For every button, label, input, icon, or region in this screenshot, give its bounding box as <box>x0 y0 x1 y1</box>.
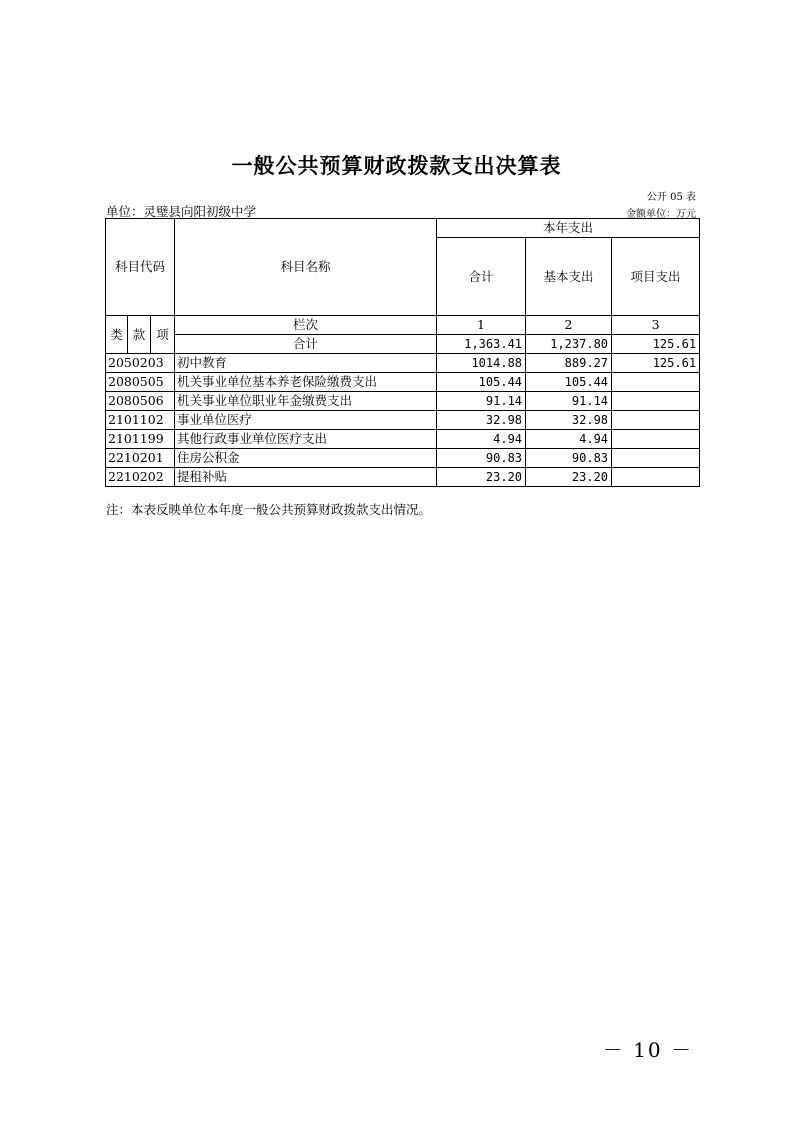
row-total: 105.44 <box>437 373 526 392</box>
column-no-1: 1 <box>437 316 526 335</box>
row-basic: 32.98 <box>526 411 612 430</box>
header-basic: 基本支出 <box>526 238 612 316</box>
row-total: 1014.88 <box>437 354 526 373</box>
row-name: 初中教育 <box>175 354 437 373</box>
table-note: 注：本表反映单位本年度一般公共预算财政拨款支出情况。 <box>106 502 432 517</box>
row-basic: 91.14 <box>526 392 612 411</box>
row-project <box>612 411 700 430</box>
budget-table <box>105 218 700 487</box>
row-code: 2210201 <box>106 449 175 468</box>
header-xiang: 项 <box>151 316 175 354</box>
row-basic: 23.20 <box>526 468 612 487</box>
row-name: 其他行政事业单位医疗支出 <box>175 430 437 449</box>
table-row <box>106 449 700 468</box>
header-year-expense: 本年支出 <box>437 219 700 238</box>
row-project <box>612 430 700 449</box>
header-project: 项目支出 <box>612 238 700 316</box>
row-project <box>612 449 700 468</box>
totals-basic: 1,237.80 <box>526 335 612 354</box>
row-name: 提租补贴 <box>175 468 437 487</box>
header-lei: 类 <box>106 316 128 354</box>
table-row <box>106 373 700 392</box>
table-row <box>106 468 700 487</box>
column-no-2: 2 <box>526 316 612 335</box>
header-kuan: 款 <box>128 316 151 354</box>
header-subject-code: 科目代码 <box>106 219 175 316</box>
page-number: － 10 － <box>602 1038 693 1062</box>
row-project <box>612 392 700 411</box>
row-basic: 4.94 <box>526 430 612 449</box>
row-total: 91.14 <box>437 392 526 411</box>
row-project <box>612 373 700 392</box>
page-title: 一般公共预算财政拨款支出决算表 <box>231 154 562 178</box>
totals-project: 125.61 <box>612 335 700 354</box>
unit-label: 单位：灵璧县向阳初级中学 <box>106 204 257 219</box>
row-project <box>612 468 700 487</box>
header-total: 合计 <box>437 238 526 316</box>
row-code: 2050203 <box>106 354 175 373</box>
row-name: 机关事业单位职业年金缴费支出 <box>175 392 437 411</box>
amount-unit-label: 金额单位：万元 <box>626 209 696 220</box>
row-total: 4.94 <box>437 430 526 449</box>
row-basic: 105.44 <box>526 373 612 392</box>
row-name: 事业单位医疗 <box>175 411 437 430</box>
row-basic: 889.27 <box>526 354 612 373</box>
form-number: 公开 05 表 <box>646 192 696 203</box>
row-name: 机关事业单位基本养老保险缴费支出 <box>175 373 437 392</box>
row-basic: 90.83 <box>526 449 612 468</box>
row-total: 90.83 <box>437 449 526 468</box>
table-row <box>106 354 700 373</box>
row-project: 125.61 <box>612 354 700 373</box>
column-no-3: 3 <box>612 316 700 335</box>
totals-label: 合计 <box>175 335 437 354</box>
row-total: 23.20 <box>437 468 526 487</box>
row-code: 2210202 <box>106 468 175 487</box>
row-code: 2101199 <box>106 430 175 449</box>
row-code: 2080505 <box>106 373 175 392</box>
table-row <box>106 392 700 411</box>
totals-total: 1,363.41 <box>437 335 526 354</box>
row-name: 住房公积金 <box>175 449 437 468</box>
column-no-label: 栏次 <box>175 316 437 335</box>
table-row <box>106 411 700 430</box>
row-code: 2080506 <box>106 392 175 411</box>
header-subject-name: 科目名称 <box>175 219 437 316</box>
row-total: 32.98 <box>437 411 526 430</box>
row-code: 2101102 <box>106 411 175 430</box>
table-row <box>106 430 700 449</box>
